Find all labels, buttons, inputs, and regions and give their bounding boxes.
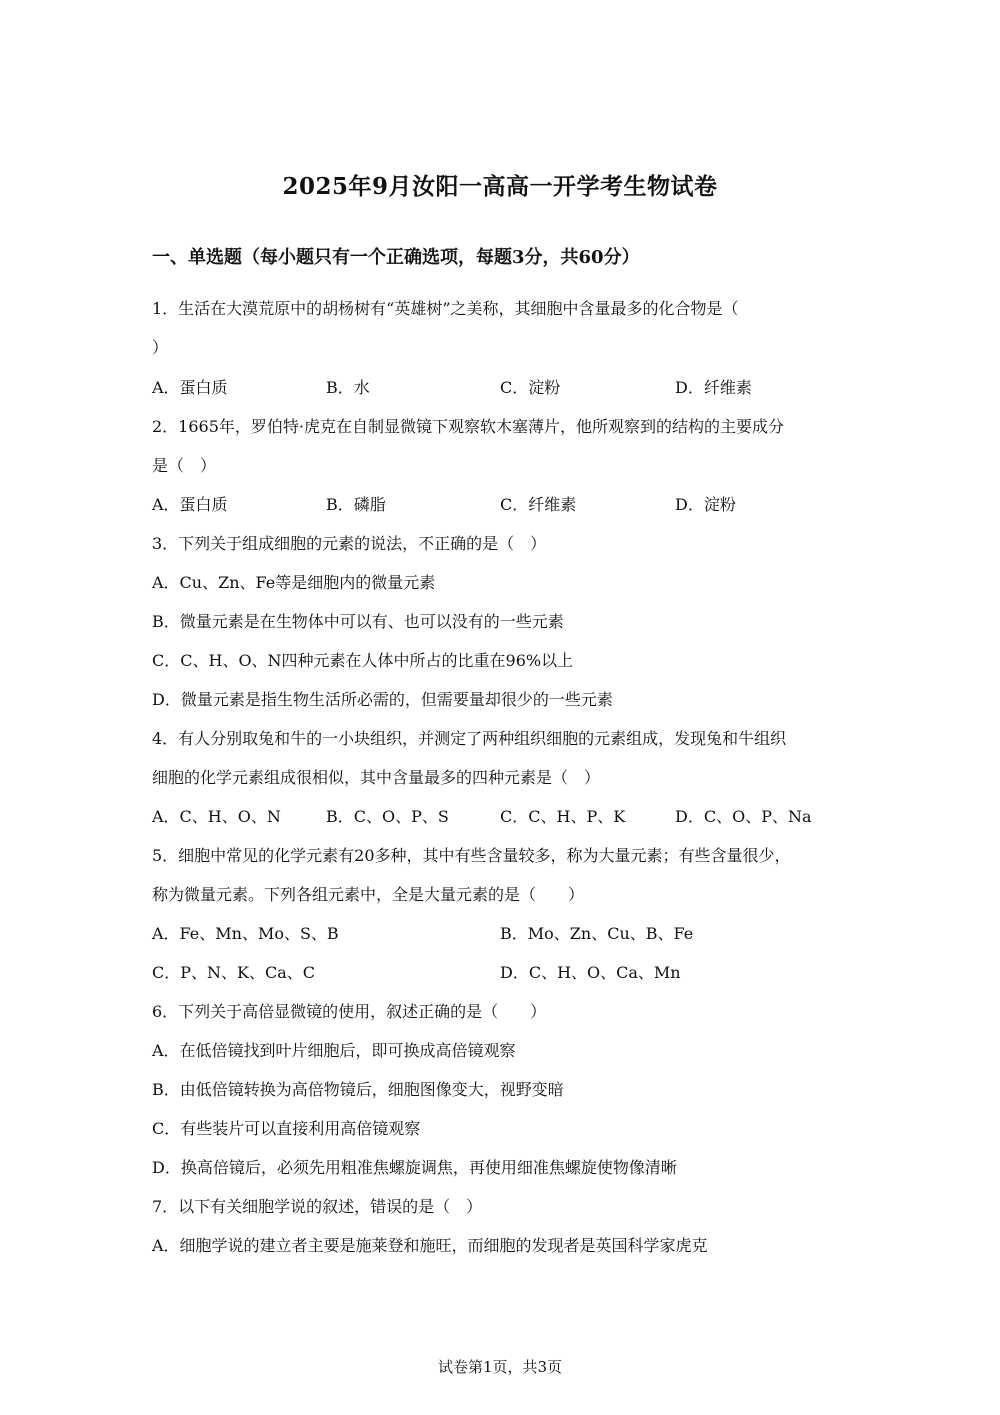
q4-stem-line1: 4．有人分别取兔和牛的一小块组织，并测定了两种组织细胞的元素组成，发现兔和牛组织 <box>152 729 787 748</box>
q2-option-b: B．磷脂 <box>326 495 386 514</box>
section-heading: 一、单选题（每小题只有一个正确选项，每题3分，共60分） <box>152 247 640 268</box>
q2-stem-line2: 是（ ） <box>152 456 217 475</box>
q3-option-c: C．C、H、O、N四种元素在人体中所占的比重在96%以上 <box>152 651 574 670</box>
q6-option-c: C．有些装片可以直接利用高倍镜观察 <box>152 1119 421 1138</box>
q5-stem-line1: 5．细胞中常见的化学元素有20多种，其中有些含量较多，称为大量元素；有些含量很少， <box>152 846 791 865</box>
q4-option-c: C．C、H、P、K <box>500 807 626 826</box>
q4-option-d: D．C、O、P、Na <box>675 807 812 826</box>
q6-stem: 6．下列关于高倍显微镜的使用，叙述正确的是（ ） <box>152 1002 547 1021</box>
q4-option-a: A．C、H、O、N <box>152 807 281 826</box>
q5-option-c: C．P、N、K、Ca、C <box>152 963 315 982</box>
q6-option-d: D．换高倍镜后，必须先用粗准焦螺旋调焦，再使用细准焦螺旋使物像清晰 <box>152 1158 677 1177</box>
q6-option-b: B．由低倍镜转换为高倍物镜后，细胞图像变大，视野变暗 <box>152 1080 564 1099</box>
q1-option-c: C．淀粉 <box>500 378 561 397</box>
q5-option-b: B．Mo、Zn、Cu、B、Fe <box>500 924 694 943</box>
q3-stem: 3．下列关于组成细胞的元素的说法，不正确的是（ ） <box>152 534 547 553</box>
q6-option-a: A．在低倍镜找到叶片细胞后，即可换成高倍镜观察 <box>152 1041 516 1060</box>
page-footer: 试卷第1页，共3页 <box>437 1358 563 1376</box>
q3-option-a: A．Cu、Zn、Fe等是细胞内的微量元素 <box>152 573 436 592</box>
q1-option-d: D．纤维素 <box>675 378 752 397</box>
q3-option-b: B．微量元素是在生物体中可以有、也可以没有的一些元素 <box>152 612 564 631</box>
exam-title: 2025年9月汝阳一高高一开学考生物试卷 <box>282 173 718 200</box>
q7-stem: 7．以下有关细胞学说的叙述，错误的是（ ） <box>152 1197 483 1216</box>
q4-option-b: B．C、O、P、S <box>326 807 449 826</box>
q1-option-a: A．蛋白质 <box>152 378 228 397</box>
q7-option-a: A．细胞学说的建立者主要是施莱登和施旺，而细胞的发现者是英国科学家虎克 <box>152 1236 708 1255</box>
q3-option-d: D．微量元素是指生物生活所必需的，但需要量却很少的一些元素 <box>152 690 613 709</box>
q5-option-a: A．Fe、Mn、Mo、S、B <box>152 924 339 943</box>
q2-option-a: A．蛋白质 <box>152 495 228 514</box>
q2-option-d: D．淀粉 <box>675 495 736 514</box>
q4-stem-line2: 细胞的化学元素组成很相似，其中含量最多的四种元素是（ ） <box>152 768 601 787</box>
q1-stem-line2: ） <box>152 338 169 357</box>
q5-stem-line2: 称为微量元素。下列各组元素中，全是大量元素的是（ ） <box>152 885 585 904</box>
q5-option-d: D．C、H、O、Ca、Mn <box>500 963 681 982</box>
q1-stem-line1: 1．生活在大漠荒原中的胡杨树有“英雄树”之美称，其细胞中含量最多的化合物是（ <box>152 299 739 318</box>
q1-option-b: B．水 <box>326 378 370 397</box>
q2-option-c: C．纤维素 <box>500 495 577 514</box>
q2-stem-line1: 2．1665年，罗伯特·虎克在自制显微镜下观察软木塞薄片，他所观察到的结构的主要成分 <box>152 417 784 436</box>
